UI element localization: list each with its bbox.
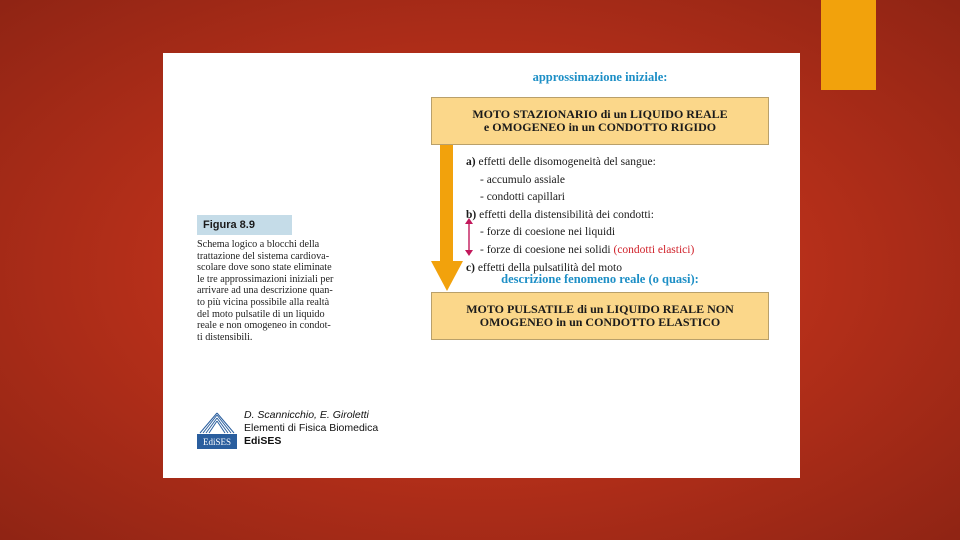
caption-line: scolare dove sono state eliminate <box>197 262 332 274</box>
initial-model-box <box>431 97 769 145</box>
caption-line: Schema logico a blocchi della <box>197 239 320 250</box>
figure-caption <box>197 239 362 343</box>
book-title: Elementi di Fisica Biomedica <box>244 422 379 434</box>
real-model-line: MOTO PULSATILE di un LIQUIDO REALE NON <box>466 301 734 316</box>
caption-line: arrivare ad una descrizione quan- <box>197 285 333 297</box>
effect-text: effetti della pulsatilità del moto <box>477 261 622 274</box>
caption-line: reale e non omogeneo in condot- <box>197 320 331 332</box>
effect-letter: b) <box>466 208 477 221</box>
real-model-box <box>431 292 769 340</box>
caption-line: to più vicina possibile alla realtà <box>197 296 330 308</box>
effect-letter: c) <box>466 261 475 274</box>
accent-tab <box>821 0 876 90</box>
effects-list <box>466 154 694 277</box>
effect-item: - condotti capillari <box>480 191 565 204</box>
caption-line: ti distensibili. <box>197 331 253 343</box>
publisher-brand: EdiSES <box>244 435 282 447</box>
effect-item <box>466 242 694 260</box>
logo-text: EdiSES <box>202 437 232 447</box>
effect-item: - forze di coesione nei liquidi <box>480 226 616 239</box>
publisher-info <box>244 409 378 448</box>
initial-model-line: e OMOGENEO in un CONDOTTO RIGIDO <box>483 120 717 134</box>
edises-logo <box>197 409 237 449</box>
caption-line: trattazione del sistema cardiova- <box>197 250 330 262</box>
book-authors: D. Scannicchio, E. Giroletti <box>244 409 369 421</box>
initial-approximation-heading: approssimazione iniziale: <box>532 70 668 84</box>
effect-a <box>466 154 694 172</box>
slide-panel <box>163 53 800 478</box>
effect-item-text: - forze di coesione nei solidi <box>480 243 611 256</box>
effect-item: - accumulo assiale <box>480 173 565 186</box>
elastic-ducts-note: (condotti elastici) <box>613 243 695 256</box>
figure-label: Figura 8.9 <box>197 215 292 235</box>
caption-line: del moto pulsatile di un liquido <box>197 308 325 320</box>
effect-text: effetti della distensibilità dei condotti: <box>479 208 654 221</box>
caption-line: le tre approssimazioni iniziali per <box>197 273 334 285</box>
effect-text: effetti delle disomogeneità del sangue: <box>478 156 656 168</box>
real-model-line: OMOGENEO in un CONDOTTO ELASTICO <box>479 315 721 329</box>
real-description-heading: descrizione fenomeno reale (o quasi): <box>501 272 699 286</box>
effect-letter: a) <box>466 156 476 168</box>
initial-model-line: MOTO STAZIONARIO di un LIQUIDO REALE <box>472 106 728 121</box>
effect-b <box>466 207 694 225</box>
